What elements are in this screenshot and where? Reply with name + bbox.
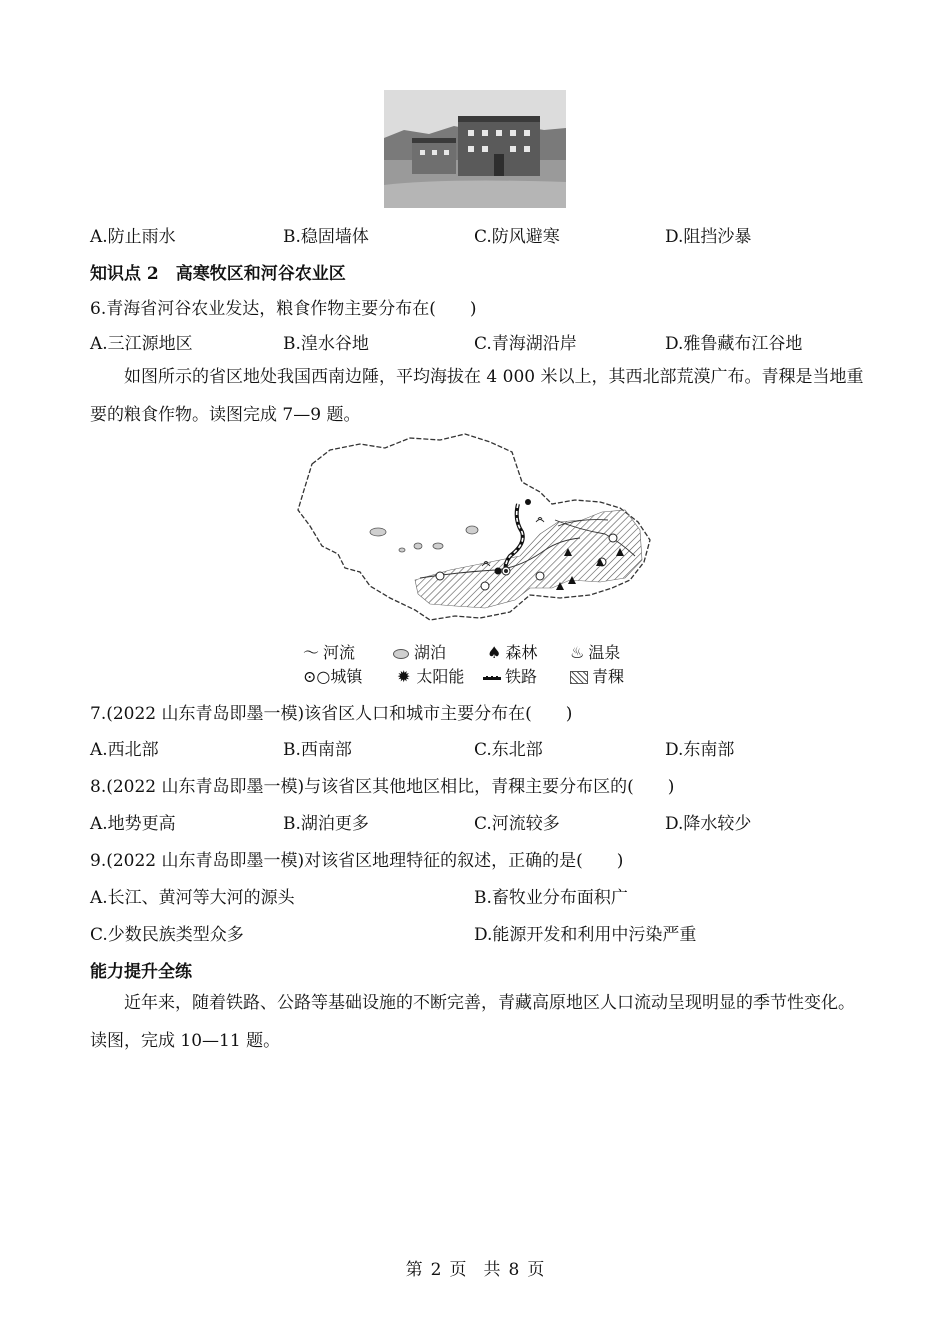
q6-stem: 6.青海省河谷农业发达，粮食作物主要分布在( )	[90, 299, 477, 319]
legend-solar: ✹ 太阳能	[397, 667, 465, 686]
q6-option-d[interactable]: D.雅鲁藏布江谷地	[665, 334, 803, 354]
current-page-number: 2	[430, 1260, 442, 1280]
tibet-map	[290, 430, 660, 635]
q8-option-a[interactable]: A.地势更高	[90, 814, 176, 834]
q9-option-d[interactable]: D.能源开发和利用中污染严重	[474, 925, 697, 945]
q6-option-b[interactable]: B.湟水谷地	[283, 334, 369, 354]
intro-paragraph-10-11: 近年来，随着铁路、公路等基础设施的不断完善，青藏高原地区人口流动呈现明显的季节性变化。读图，完成 10—11 题。	[90, 993, 855, 1051]
total-page-number: 8	[508, 1260, 520, 1280]
q8-option-d[interactable]: D.降水较少	[665, 814, 752, 834]
barley-region	[415, 510, 642, 608]
intro-paragraph-7-9: 如图所示的省区地处我国西南边陲，平均海拔在 4 000 米以上，其西北部荒漠广布。青稞是当地重要的粮食作物。读图完成 7—9 题。	[90, 367, 864, 425]
q5-option-c[interactable]: C.防风避寒	[474, 227, 560, 247]
hatch-icon	[570, 671, 588, 684]
solar-icon: ✹	[397, 667, 411, 686]
q6-option-c[interactable]: C.青海湖沿岸	[474, 334, 577, 354]
q7-option-a[interactable]: A.西北部	[90, 740, 159, 760]
legend-railway: 铁路	[483, 664, 537, 687]
q7-option-c[interactable]: C.东北部	[474, 740, 543, 760]
q9-stem: 9.(2022 山东青岛即墨一模)对该省区地理特征的叙述，正确的是( )	[90, 851, 624, 871]
q8-stem: 8.(2022 山东青岛即墨一模)与该省区其他地区相比，青稞主要分布区的( )	[90, 777, 675, 797]
page-footer: 第 2 页 共 8 页	[405, 1260, 545, 1280]
section-title-knowledge-2: 知识点 2 高寒牧区和河谷农业区	[90, 264, 346, 284]
river-icon: 〜	[303, 643, 320, 662]
legend-hotspring: ♨ 温泉	[570, 643, 621, 662]
tibetan-house-illustration	[384, 90, 566, 208]
tibetan-house-photo	[384, 90, 566, 208]
legend-town: ⊙○城镇	[303, 667, 363, 686]
lakes	[370, 526, 478, 552]
q5-option-d[interactable]: D.阻挡沙暴	[665, 227, 752, 247]
q5-option-b[interactable]: B.稳固墙体	[283, 227, 369, 247]
legend-forest: ♠ 森林	[487, 643, 538, 662]
q5-option-a[interactable]: A.防止雨水	[90, 227, 176, 247]
q8-option-b[interactable]: B.湖泊更多	[283, 814, 369, 834]
q7-option-b[interactable]: B.西南部	[283, 740, 352, 760]
legend-barley: 青稞	[570, 664, 624, 687]
q9-option-a[interactable]: A.长江、黄河等大河的源头	[90, 888, 295, 908]
lake-icon	[393, 649, 409, 659]
q8-option-c[interactable]: C.河流较多	[474, 814, 560, 834]
q7-stem: 7.(2022 山东青岛即墨一模)该省区人口和城市主要分布在( )	[90, 704, 573, 724]
town-icon: ⊙○	[303, 667, 331, 686]
legend-lake: 湖泊	[393, 640, 446, 663]
section-title-ability: 能力提升全练	[90, 962, 192, 982]
q9-option-c[interactable]: C.少数民族类型众多	[90, 925, 244, 945]
q9-option-b[interactable]: B.畜牧业分布面积广	[474, 888, 628, 908]
legend-river: 〜 河流	[303, 640, 355, 663]
tree-icon: ♠	[487, 643, 502, 662]
railway-icon	[483, 676, 501, 680]
q6-option-a[interactable]: A.三江源地区	[90, 334, 193, 354]
q7-option-d[interactable]: D.东南部	[665, 740, 735, 760]
hot-spring-icon: ♨	[570, 643, 585, 662]
